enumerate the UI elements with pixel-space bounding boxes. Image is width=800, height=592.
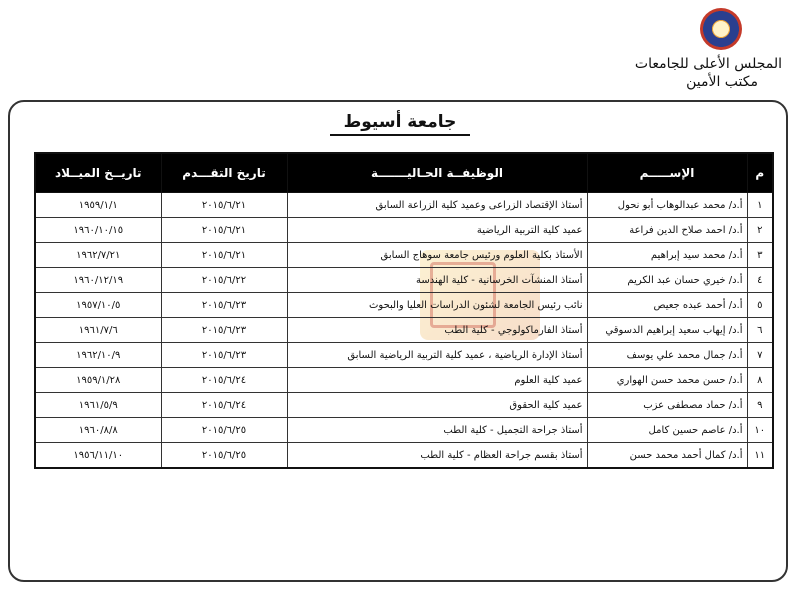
row-job: نائب رئيس الجامعة لشئون الدراسات العليا والبحوث: [287, 293, 587, 318]
table-row: [35, 243, 773, 268]
header-name: الإســـــم: [587, 153, 747, 193]
row-apply-date: ٢٠١٥/٦/٢٣: [161, 293, 287, 318]
table-header-row: [35, 153, 773, 193]
row-birth-date: ١٩٦٠/١٠/١٥: [35, 218, 161, 243]
row-job: أستاذ الإدارة الرياضية ، عميد كلية التربية الرياضية السابق: [287, 343, 587, 368]
row-name: أ.د/ حماد مصطفى عزب: [587, 393, 747, 418]
row-apply-date: ٢٠١٥/٦/٢٢: [161, 268, 287, 293]
row-name: أ.د/ احمد صلاح الدين فراعة: [587, 218, 747, 243]
row-job: عميد كلية العلوم: [287, 368, 587, 393]
row-birth-date: ١٩٦٢/٧/٢١: [35, 243, 161, 268]
header-office-name: مكتب الأمين: [686, 74, 758, 90]
row-apply-date: ٢٠١٥/٦/٢٣: [161, 343, 287, 368]
row-job: أستاذ المنشآت الخرسانية - كلية الهندسة: [287, 268, 587, 293]
row-num: ٦: [747, 318, 773, 343]
row-birth-date: ١٩٥٩/١/٢٨: [35, 368, 161, 393]
row-job: أستاذ الفارماكولوجي - كلية الطب: [287, 318, 587, 343]
row-apply-date: ٢٠١٥/٦/٢٥: [161, 443, 287, 469]
row-apply-date: ٢٠١٥/٦/٢٥: [161, 418, 287, 443]
row-job: أستاذ بقسم جراحة العظام - كلية الطب: [287, 443, 587, 469]
row-name: أ.د/ جمال محمد علي يوسف: [587, 343, 747, 368]
row-name: أ.د/ محمد عبدالوهاب أبو نحول: [587, 193, 747, 218]
page-title: جامعة أسيوط: [343, 112, 457, 132]
row-num: ٥: [747, 293, 773, 318]
row-apply-date: ٢٠١٥/٦/٢٣: [161, 318, 287, 343]
header-num: م: [747, 153, 773, 193]
row-job: عميد كلية الحقوق: [287, 393, 587, 418]
table-row: [35, 443, 773, 469]
row-num: ٩: [747, 393, 773, 418]
row-birth-date: ١٩٥٩/١/١: [35, 193, 161, 218]
row-birth-date: ١٩٦٠/١٢/١٩: [35, 268, 161, 293]
row-birth-date: ١٩٦٢/١٠/٩: [35, 343, 161, 368]
table-row: [35, 393, 773, 418]
row-name: أ.د/ أحمد عبده جعيص: [587, 293, 747, 318]
row-name: أ.د/ خيري حسان عبد الكريم: [587, 268, 747, 293]
council-logo: [700, 8, 742, 50]
row-job: عميد كلية التربية الرياضية: [287, 218, 587, 243]
row-birth-date: ١٩٦١/٧/٦: [35, 318, 161, 343]
header-council-name: المجلس الأعلى للجامعات: [634, 56, 782, 72]
table-row: [35, 218, 773, 243]
table-row: [35, 343, 773, 368]
logo-emblem: [713, 21, 729, 37]
row-birth-date: ١٩٦٠/٨/٨: [35, 418, 161, 443]
row-name: أ.د/ حسن محمد حسن الهواري: [587, 368, 747, 393]
row-job: الأستاذ بكلية العلوم ورئيس جامعة سوهاج السابق: [287, 243, 587, 268]
table-row: [35, 268, 773, 293]
row-num: ٤: [747, 268, 773, 293]
row-num: ٣: [747, 243, 773, 268]
table-row: [35, 293, 773, 318]
row-apply-date: ٢٠١٥/٦/٢٤: [161, 393, 287, 418]
row-num: ٧: [747, 343, 773, 368]
row-birth-date: ١٩٥٦/١١/١٠: [35, 443, 161, 469]
row-apply-date: ٢٠١٥/٦/٢١: [161, 218, 287, 243]
table-row: [35, 318, 773, 343]
row-num: ١: [747, 193, 773, 218]
row-name: أ.د/ كمال أحمد محمد حسن: [587, 443, 747, 469]
row-num: ٨: [747, 368, 773, 393]
table-row: [35, 193, 773, 218]
row-name: أ.د/ محمد سيد إبراهيم: [587, 243, 747, 268]
row-job: أستاذ جراحة التجميل - كلية الطب: [287, 418, 587, 443]
row-apply-date: ٢٠١٥/٦/٢١: [161, 193, 287, 218]
table-row: [35, 368, 773, 393]
row-apply-date: ٢٠١٥/٦/٢٤: [161, 368, 287, 393]
row-job: أستاذ الإقتصاد الزراعى وعميد كلية الزراعة السابق: [287, 193, 587, 218]
row-num: ١٠: [747, 418, 773, 443]
row-num: ٢: [747, 218, 773, 243]
row-birth-date: ١٩٦١/٥/٩: [35, 393, 161, 418]
title-underline: [330, 134, 470, 136]
row-name: أ.د/ إيهاب سعيد إبراهيم الدسوقي: [587, 318, 747, 343]
row-birth-date: ١٩٥٧/١٠/٥: [35, 293, 161, 318]
table-row: [35, 418, 773, 443]
row-name: أ.د/ عاصم حسين كامل: [587, 418, 747, 443]
row-apply-date: ٢٠١٥/٦/٢١: [161, 243, 287, 268]
row-num: ١١: [747, 443, 773, 469]
header-job: الوظيفــة الحـاليـــــــة: [287, 153, 587, 193]
candidates-table: [34, 152, 774, 469]
header-birth-date: تاريــخ الميــلاد: [35, 153, 161, 193]
header-apply-date: تاريخ التقـــدم: [161, 153, 287, 193]
